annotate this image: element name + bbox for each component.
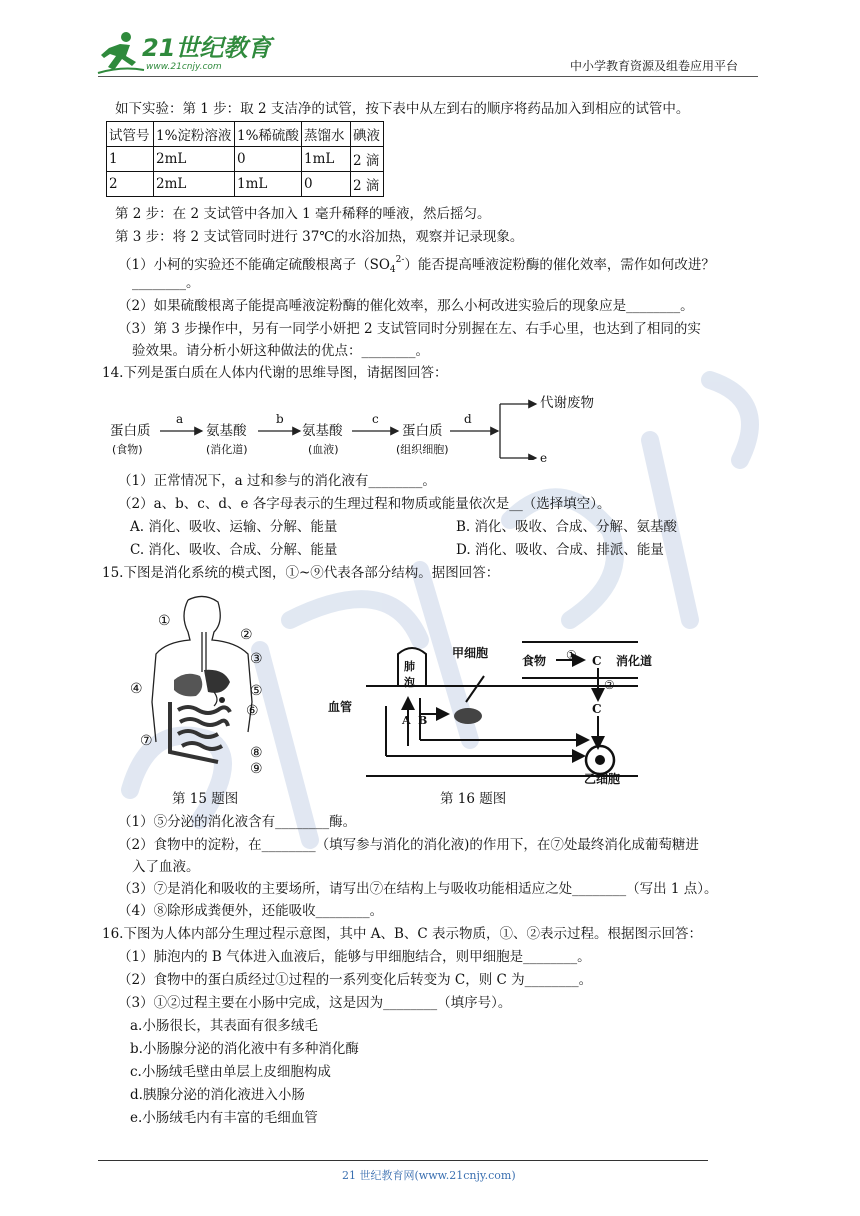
q14-sub2: （2）a、b、c、d、e 各字母表示的生理过程和物质或能量依次是__（选择填空）。	[118, 496, 611, 512]
q14-title: 14.下列是蛋白质在人体内代谢的思维导图，请据图回答：	[102, 365, 448, 381]
table-header-cell: 蒸馏水	[302, 122, 351, 147]
protein-metabolism-diagram	[100, 388, 660, 465]
marker-1: ①	[158, 613, 171, 629]
footer-rule	[98, 1160, 708, 1161]
marker-6: ⑥	[246, 703, 259, 719]
q14-option-b: B. 消化、吸收、合成、分解、氨基酸	[456, 519, 678, 535]
platform-title: 中小学教育资源及组卷应用平台	[570, 59, 739, 73]
q14-sub1: （1）正常情况下，a 过和参与的消化液有________。	[118, 473, 436, 489]
q16-option-c: c.小肠绒毛壁由单层上皮细胞构成	[130, 1064, 331, 1080]
table-cell: 1mL	[302, 147, 351, 172]
q16-sub3: （3）①②过程主要在小肠中完成，这是因为________（填序号）。	[118, 995, 512, 1011]
marker-9: ⑨	[250, 761, 263, 777]
table-cell: 0	[235, 147, 302, 172]
q14-option-a: A. 消化、吸收、运输、分解、能量	[130, 519, 338, 535]
table-cell: 2mL	[154, 147, 235, 172]
q16-option-d: d.胰腺分泌的消化液进入小肠	[130, 1087, 305, 1103]
step-2: 第 2 步：在 2 支试管中各加入 1 毫升稀释的唾液，然后摇匀。	[115, 206, 491, 222]
fig16-caption: 第 16 题图	[440, 791, 507, 807]
table-cell: 1	[107, 147, 154, 172]
marker-4: ④	[130, 681, 143, 697]
table-header-row	[107, 122, 384, 147]
table-header-cell: 碘液	[351, 122, 384, 147]
food-label: 食物	[522, 654, 547, 668]
q16-sub2: （2）食物中的蛋白质经过①过程的一系列变化后转变为 C，则 C 为________。	[118, 972, 593, 988]
table-header-cell: 1%稀硫酸	[235, 122, 302, 147]
table-row	[107, 147, 384, 172]
table-cell: 2 滴	[351, 172, 384, 197]
label-d: d	[464, 412, 472, 426]
table-header-cell: 1%淀粉溶液	[154, 122, 235, 147]
q15-sub3: （3）⑦是消化和吸收的主要场所，请写出⑦在结构上与吸收功能相适应之处________（写出 1 点）。	[118, 881, 718, 897]
vessel-label: 血管	[328, 700, 353, 714]
intro-text: 如下实验：第 1 步：取 2 支洁净的试管，按下表中从左到右的顺序将药品加入到相应的试管中。	[115, 101, 690, 117]
physiology-arrows	[326, 636, 666, 788]
header-rule	[98, 76, 758, 77]
q13-sub1-blank: ________。	[132, 275, 200, 291]
process-1-label: ①	[566, 648, 577, 662]
cell-b-label: 乙细胞	[584, 772, 621, 786]
footer-text: 21 世纪教育网(www.21cnjy.com)	[342, 1169, 516, 1182]
runner-logo-icon	[96, 30, 148, 76]
q13-sub3-line1: （3）第 3 步操作中，另有一同学小妍把 2 支试管同时分别握在左、右手心里，也达到了相同的实	[118, 321, 701, 337]
fig15-caption: 第 15 题图	[172, 791, 239, 807]
q16-sub1: （1）肺泡内的 B 气体进入血液后，能够与甲细胞结合，则甲细胞是________。	[118, 949, 591, 965]
q13-sub1	[118, 251, 715, 279]
header-logo	[96, 30, 276, 78]
node-protein-tissue: 蛋白质	[402, 423, 443, 439]
digestive-system-figure	[126, 592, 276, 782]
table-cell: 2 滴	[351, 147, 384, 172]
marker-5: ⑤	[250, 683, 263, 699]
label-e: e	[540, 451, 548, 465]
node-amino-acid-blood: 氨基酸	[302, 423, 343, 439]
substance-a-label: A	[402, 714, 411, 727]
q13-sub1-sub: 4	[389, 265, 396, 275]
table-cell: 2	[107, 172, 154, 197]
label-b: b	[276, 412, 284, 426]
q13-sub2: （2）如果硫酸根离子能提高唾液淀粉酶的催化效率，那么小柯改进实验后的现象应是________。	[118, 298, 694, 314]
table-cell: 1mL	[235, 172, 302, 197]
q15-sub2-line2: 入了血液。	[132, 859, 200, 875]
q15-sub4: （4）⑧除形成粪便外，还能吸收________。	[118, 903, 384, 919]
node-amino-acid-blood-sub: (血液)	[308, 443, 339, 456]
q13-sub1-sup: 2-	[395, 255, 405, 265]
q15-sub2-line1: （2）食物中的淀粉，在________（填写参与消化的消化液)的作用下，在⑦处最终消化成葡萄糖进	[118, 837, 699, 853]
q13-sub1-a: （1）小柯的实验还不能确定硫酸根离子（SO	[118, 257, 390, 273]
alveolus-label-2: 泡	[404, 676, 415, 689]
label-c: c	[372, 412, 379, 426]
q16-option-e: e.小肠绒毛内有丰富的毛细血管	[130, 1110, 318, 1126]
node-amino-acid-tract: 氨基酸	[206, 423, 247, 439]
marker-7: ⑦	[140, 733, 153, 749]
node-protein-food: 蛋白质	[110, 423, 151, 439]
substance-c-top: C	[592, 654, 602, 668]
table-cell: 2mL	[154, 172, 235, 197]
tract-label: 消化道	[616, 654, 653, 668]
table-row	[107, 172, 384, 197]
substance-c-mid: C	[592, 702, 602, 716]
table-header-cell: 试管号	[107, 122, 154, 147]
q14-option-d: D. 消化、吸收、合成、排派、能量	[456, 542, 664, 558]
label-a: a	[176, 412, 184, 426]
physiology-process-figure	[326, 636, 666, 788]
q15-title: 15.下图是消化系统的模式图，①~⑨代表各部分结构。据图回答：	[102, 565, 500, 581]
marker-8: ⑧	[250, 745, 263, 761]
node-metabolic-waste: 代谢废物	[540, 395, 594, 411]
q16-title: 16.下图为人体内部分生理过程示意图，其中 A、B、C 表示物质，①、②表示过程。根据图示回答：	[102, 926, 703, 942]
substance-b-label: B	[418, 714, 428, 727]
q16-option-a: a.小肠很长，其表面有很多绒毛	[130, 1018, 318, 1034]
q14-option-c: C. 消化、吸收、合成、分解、能量	[130, 542, 338, 558]
q13-sub3-line2: 验效果。请分析小妍这种做法的优点：________。	[132, 343, 429, 359]
q13-sub1-b: ）能否提高唾液淀粉酶的催化效率，需作如何改进？	[404, 257, 715, 273]
logo-url: www.21cnjy.com	[146, 62, 222, 72]
q15-sub1: （1）⑤分泌的消化液含有________酶。	[118, 814, 357, 830]
reagent-table	[106, 121, 384, 197]
node-amino-acid-tract-sub: (消化道)	[206, 443, 248, 456]
cell-a-label: 甲细胞	[452, 646, 489, 660]
node-protein-food-sub: (食物)	[112, 443, 143, 456]
node-protein-tissue-sub: (组织细胞)	[396, 443, 449, 456]
table-cell: 0	[302, 172, 351, 197]
q16-option-b: b.小肠腺分泌的消化液中有多种消化酶	[130, 1041, 359, 1057]
alveolus-label-1: 肺	[404, 660, 415, 673]
step-3: 第 3 步：将 2 支试管同时进行 37℃的水浴加热，观察并记录现象。	[115, 229, 524, 245]
logo-text: 21世纪教育	[142, 34, 272, 62]
marker-2: ②	[240, 627, 253, 643]
process-2-label: ②	[604, 678, 615, 692]
marker-3: ③	[250, 651, 263, 667]
